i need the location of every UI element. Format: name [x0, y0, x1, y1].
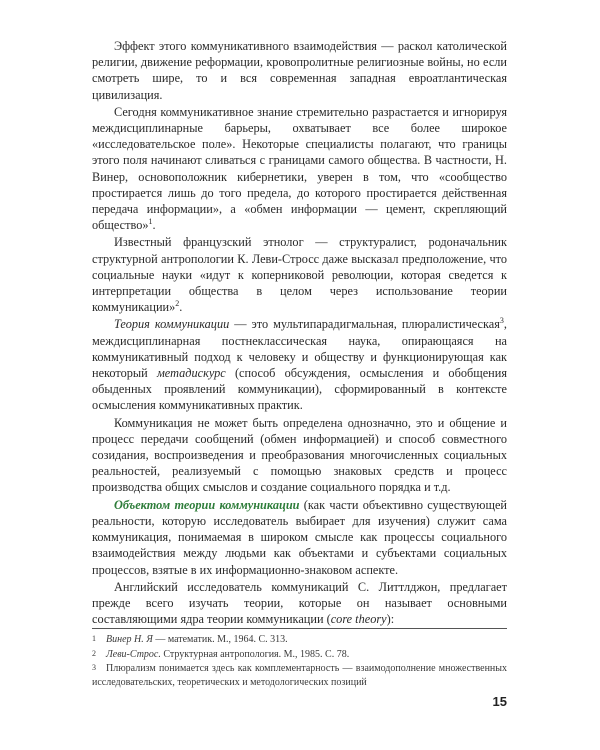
highlighted-term: Объектом теории коммуникации	[114, 497, 300, 512]
paragraph-4: Теория коммуникации — это мультипарадигмальная, плюралистическая$^3$, междисциплинарная постнеклассическая наука, опирающаяся на коммуникативный подход к человеку и обществу и функционирующая как некоторый метадискурс (способ обсуждения, осмысления и обобщения обыденных проявлений коммуникации), сформированный в контексте осмысления коммуникативных практик.	[92, 316, 507, 413]
footnote-ref-2[interactable]: 2	[175, 299, 180, 309]
term-italic: Теория коммуникации	[114, 317, 230, 332]
paragraph-3: Известный французский этнолог — структуралист, родоначальник структурной антропологии К. Леви-Стросс даже высказал предположение, что социальные науки «идут к коперниковой революции, которая сведется к интерпретации общества в целом через использование теории коммуникации»$^2$.	[92, 235, 507, 315]
metadiscourse-italic: метадискурс	[156, 366, 226, 381]
footnote-2: 2 Леви-Строс. Структурная антропология. М., 1985. С. 78.	[92, 648, 350, 660]
footnote-ref-3[interactable]: 3	[499, 316, 504, 326]
paragraph-7: Английский исследователь коммуникаций С. Литтлджон, предлагает прежде всего изучать теории, которые он называет основными составляющими ядра теории коммуникации (core theory):	[92, 579, 507, 627]
footnote-3: 3 Плюрализм понимается здесь как комплементарность — взаимодополнение множественных исследовательских, теоретических и методологических позиций	[92, 663, 507, 688]
page-number: 15	[492, 694, 507, 709]
core-theory-italic: core theory	[330, 612, 387, 627]
footnote-ref-1[interactable]: 1	[148, 217, 153, 227]
footnotes	[92, 628, 507, 690]
paragraph-2: Сегодня коммуникативное знание стремительно разрастается и игнорируя междисциплинарные барьеры, охватывает все более широкое «исследовательское поле». Некоторые специалисты полагают, что границы этого поля начинают сливаться с границами самого общества. В частности, Н. Винер, основоположник кибернетики, уверен в том, что «сообщество простирается лишь до того предела, до которого простирается действенная передача информации», а «обмен информации — цемент, скрепляющий общество»$^1$.	[92, 104, 507, 233]
paragraph-5: Коммуникация не может быть определена однозначно, это и общение и процесс передачи сообщений (обмен информацией) и способ совместного созидания, воспроизведения и преобразования многочисленных социальных реальностей, реализуемый с помощью знаковых средств и процесс производства общих смыслов и создание социального порядка и т.д.	[92, 415, 507, 495]
paragraph-6: Объектом теории коммуникации (как части объективно существующей реальности, которую исследователь выбирает для изучения) служит сама коммуникация, понимаемая в широком смысле как процессы социального взаимодействия между людьми как объектами и субъектами социальных процессов, взятые в их информационно-знаковом аспекте.	[92, 497, 507, 577]
paragraph-1: Эффект этого коммуникативного взаимодействия — раскол католической религии, движение реформации, кровопролитные религиозные войны, но если смотреть шире, то и вся современная западная евроатлантическая цивилизация.	[92, 39, 507, 102]
main-text	[92, 38, 507, 627]
footnote-1: 1 Винер Н. Я — математик. М., 1964. С. 313.	[92, 634, 288, 645]
